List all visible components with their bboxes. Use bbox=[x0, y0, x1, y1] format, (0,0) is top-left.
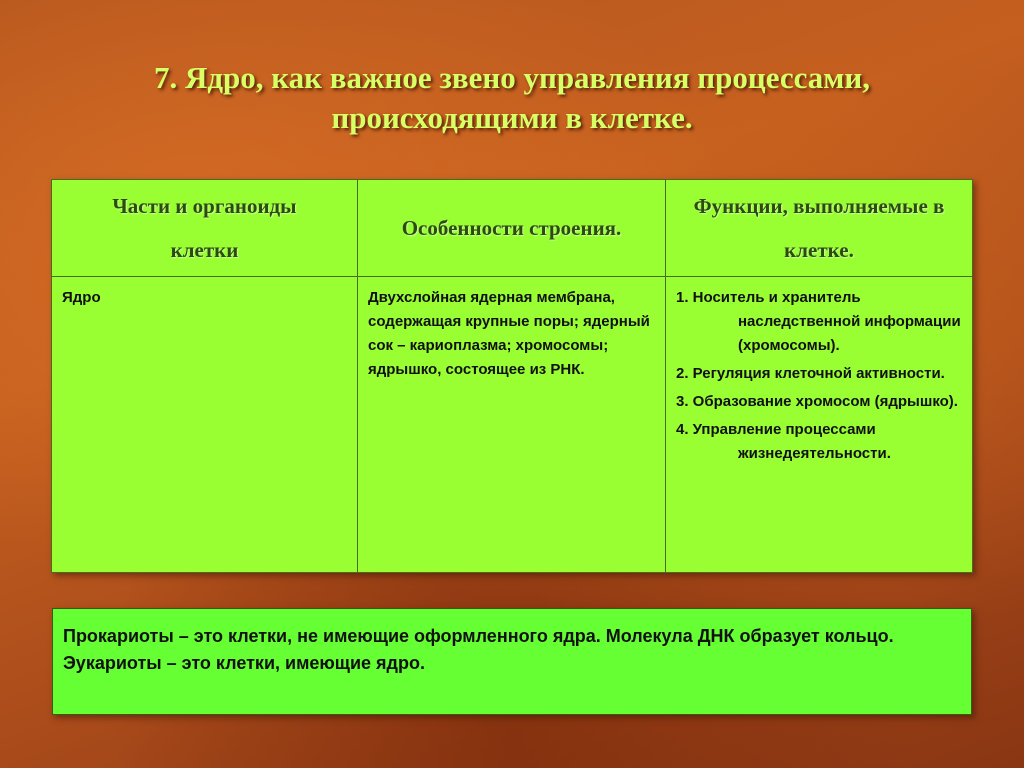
header-functions: Функции, выполняемые в клетке. bbox=[665, 180, 972, 277]
cell-functions bbox=[665, 277, 972, 573]
table-header-row bbox=[52, 180, 973, 277]
title-line-1: 7. Ядро, как важное звено управления процессами, bbox=[153, 60, 871, 95]
function-item: 3. Образование хромосом (ядрышко). bbox=[675, 393, 958, 410]
cell-part-name: Ядро bbox=[52, 277, 358, 573]
function-item: 2. Регуляция клеточной активности. bbox=[675, 365, 945, 382]
function-item: 4. Управление процессами жизнедеятельности. bbox=[675, 421, 891, 462]
note-eukaryotes: Эукариоты – это клетки, имеющие ядро. bbox=[63, 653, 425, 673]
title-line-2: происходящими в клетке. bbox=[331, 100, 693, 135]
definition-note bbox=[52, 608, 972, 715]
cell-parts-table bbox=[51, 179, 973, 573]
table-row bbox=[52, 277, 973, 573]
cell-structure: Двухслойная ядерная мембрана, содержащая крупные поры; ядерный сок – кариоплазма; хромосомы; ядрышко, состоящее из РНК. bbox=[357, 277, 665, 573]
functions-list bbox=[676, 286, 962, 466]
header-parts: Части и органоиды клетки bbox=[52, 180, 358, 277]
note-prokaryotes: Прокариоты – это клетки, не имеющие оформленного ядра. Молекула ДНК образует кольцо. bbox=[63, 626, 894, 646]
function-item: 1. Носитель и хранитель наследственной информации (хромосомы). bbox=[675, 289, 961, 354]
slide-title bbox=[60, 58, 964, 138]
header-structure: Особенности строения. bbox=[357, 180, 665, 277]
